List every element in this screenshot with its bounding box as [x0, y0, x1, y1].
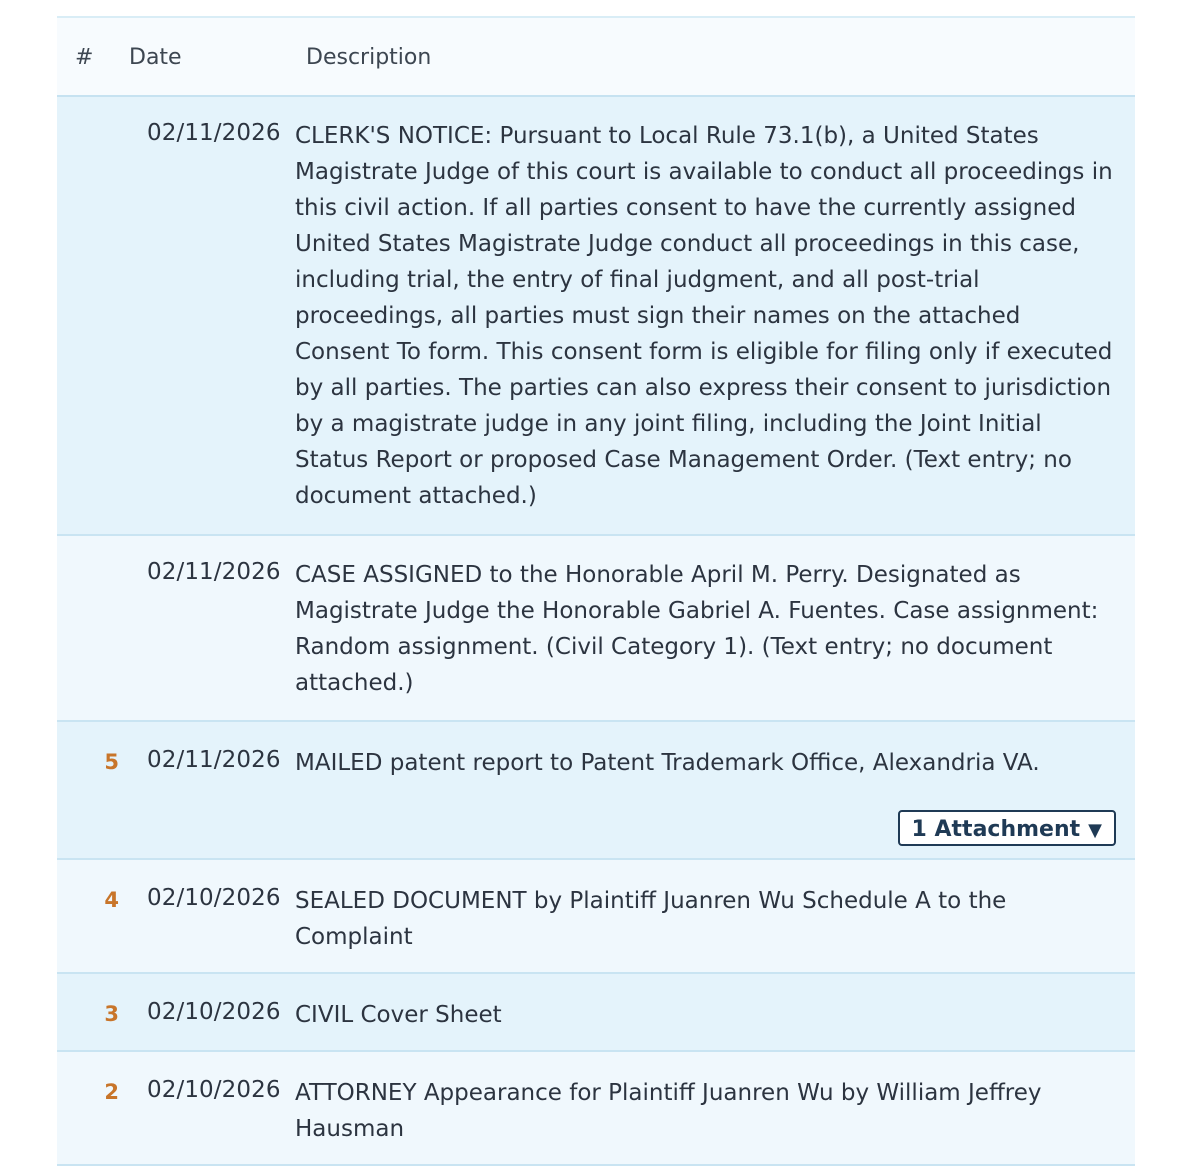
entry-number: 4 — [104, 888, 119, 912]
table-row — [57, 974, 1135, 1052]
attachment-dropdown-button[interactable] — [898, 810, 1116, 846]
table-row — [57, 1052, 1135, 1166]
table-row — [57, 722, 1135, 860]
entry-description: ATTORNEY Appearance for Plaintiff Juanren Wu by William Jeffrey Hausman — [295, 1080, 1042, 1142]
table-header — [57, 18, 1135, 97]
header-description: Description — [306, 45, 432, 70]
table-row — [57, 536, 1135, 722]
entry-description: CLERK'S NOTICE: Pursuant to Local Rule 73.1(b), a United States Magistrate Judge of this court is available to conduct all proceedings in this civil action. If all parties consent to have the currently assigned United States Magistrate Judge conduct all proceedings in this case, including trial, the entry of final judgment, and all post-trial proceedings, all parties must sign their names on the attached Consent To form. This consent form is eligible for filing only if executed by all parties. The parties can also express their consent to jurisdiction by a magistrate judge in any joint filing, including the Joint Initial Status Report or proposed Case Management Order. (Text entry; no document attached.) — [295, 123, 1113, 509]
entry-number: 5 — [104, 750, 119, 774]
attachment-label: 1 Attachment — [911, 817, 1081, 842]
entry-description: SEALED DOCUMENT by Plaintiff Juanren Wu Schedule A to the Complaint — [295, 888, 1007, 950]
entry-date: 02/11/2026 — [147, 120, 281, 146]
entry-date: 02/10/2026 — [147, 885, 281, 911]
entry-date: 02/11/2026 — [147, 559, 281, 585]
entry-number: 3 — [104, 1002, 119, 1026]
entry-description: CASE ASSIGNED to the Honorable April M. Perry. Designated as Magistrate Judge the Honorable Gabriel A. Fuentes. Case assignment: Random assignment. (Civil Category 1). (Text entry; no document attached.) — [295, 562, 1099, 696]
docket-table — [57, 16, 1135, 1166]
table-row — [57, 97, 1135, 536]
entry-description: CIVIL Cover Sheet — [295, 1002, 502, 1028]
entry-date: 02/10/2026 — [147, 999, 281, 1025]
entry-date: 02/11/2026 — [147, 747, 281, 773]
header-date: Date — [129, 45, 182, 70]
caret-down-icon: ▼ — [1088, 820, 1102, 841]
table-row — [57, 860, 1135, 974]
header-number: # — [75, 45, 94, 70]
entry-date: 02/10/2026 — [147, 1077, 281, 1103]
entry-description: MAILED patent report to Patent Trademark Office, Alexandria VA. — [295, 750, 1040, 776]
entry-number: 2 — [104, 1080, 119, 1104]
